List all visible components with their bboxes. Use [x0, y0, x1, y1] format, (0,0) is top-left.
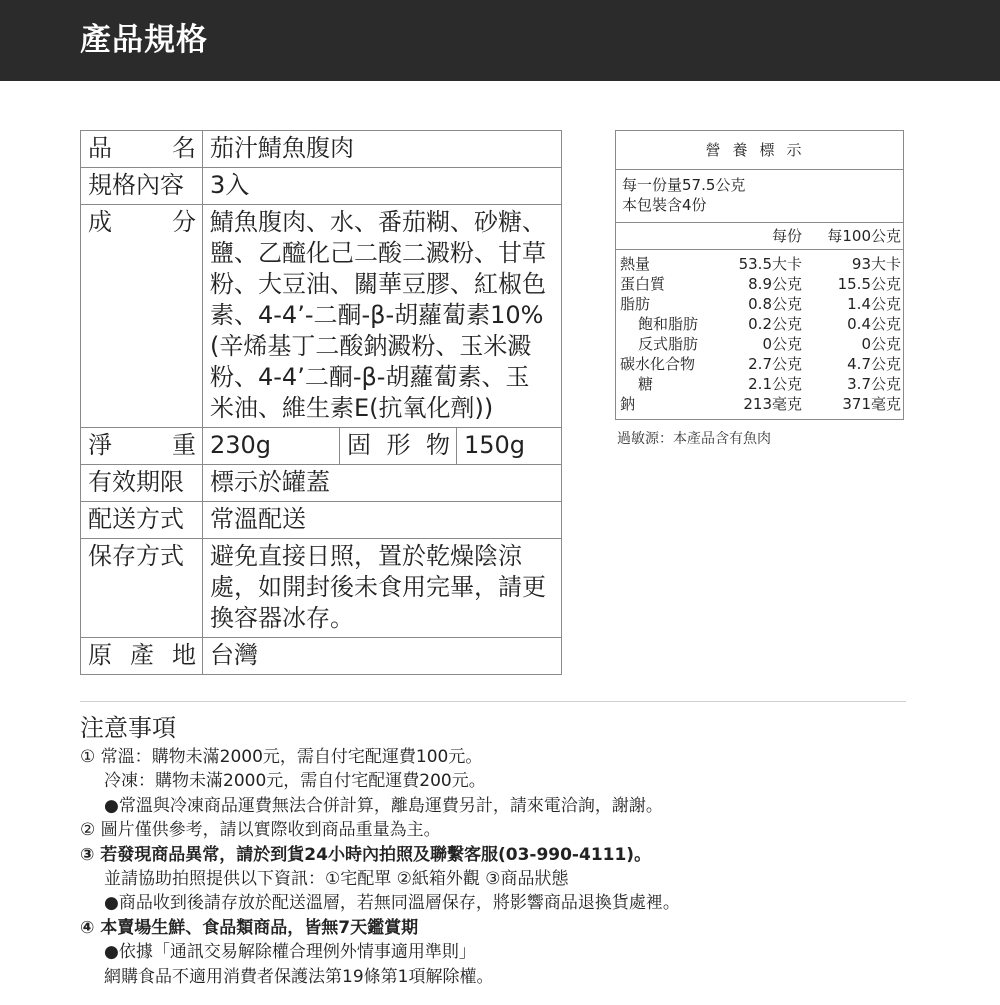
spec-row-origin	[81, 638, 562, 675]
spec-row-storage	[81, 539, 562, 638]
nutrient-per-100g: 15.5公克	[837, 275, 901, 293]
nutrition-title: 營養標示	[616, 131, 903, 170]
note-line: ③ 若發現商品異常，請於到貨24小時內拍照及聯繫客服(03-990-4111)。	[80, 844, 652, 865]
spec-row-expiry	[81, 465, 562, 502]
page-title: 產品規格	[80, 22, 208, 58]
nutrient-per-serving: 53.5大卡	[738, 255, 802, 273]
label-char: 淨	[88, 431, 112, 459]
spec-origin-value: 台灣	[203, 638, 562, 675]
nutrition-column-header	[616, 223, 903, 250]
serving-size: 每一份量57.5公克	[622, 176, 746, 194]
note-line: ●商品收到後請存放於配送溫層，若無同溫層保存，將影響商品退換貨處裡。	[104, 893, 680, 914]
spec-shipping-value: 常溫配送	[203, 502, 562, 539]
nutrition-panel	[615, 130, 904, 420]
label-char: 物	[426, 431, 450, 459]
nutrient-per-serving: 2.7公克	[748, 355, 802, 373]
nutrient-name: 熱量	[620, 255, 651, 273]
nutrient-per-100g: 3.7公克	[847, 375, 901, 393]
note-line: 網購食品不適用消費者保護法第19條第1項解除權。	[104, 966, 494, 987]
nutrition-serving	[616, 170, 903, 223]
label-char: 形	[386, 431, 411, 459]
spec-expiry-label: 有效期限	[81, 465, 203, 502]
header-bar	[0, 0, 1000, 81]
label-char: 原	[88, 641, 112, 669]
spec-storage-value: 避免直接日照，置於乾燥陰涼處，如開封後未食用完畢，請更換容器冰存。	[203, 539, 562, 638]
nutrition-row	[616, 394, 903, 414]
nutrition-rows	[616, 250, 903, 414]
nutrient-name: 糖	[638, 375, 654, 393]
note-line: ●依據「通訊交易解除權合理例外情事適用準則」	[104, 942, 476, 963]
spread-label	[88, 640, 196, 671]
nutrition-row	[616, 254, 903, 274]
spec-net-weight-label	[81, 428, 203, 465]
spec-row-shipping	[81, 502, 562, 539]
spec-solids-value: 150g	[457, 428, 562, 465]
label-char: 分	[172, 208, 196, 236]
nutrient-per-serving: 0.2公克	[748, 315, 802, 333]
nutrient-per-serving: 213毫克	[743, 395, 802, 413]
spread-label	[88, 430, 196, 461]
spread-label	[88, 207, 196, 238]
nutrient-per-100g: 4.7公克	[847, 355, 901, 373]
nutrition-row	[616, 374, 903, 394]
spec-spec-value: 3入	[203, 168, 562, 205]
label-char: 固	[347, 431, 371, 459]
spec-row-name	[81, 131, 562, 168]
nutrient-per-serving: 2.1公克	[748, 375, 802, 393]
spec-solids-label	[340, 428, 457, 465]
spec-ingredients-value: 鯖魚腹肉、水、番茄糊、砂糖、鹽、乙醯化己二酸二澱粉、甘草粉、大豆油、關華豆膠、紅椒色素、4-4’-二酮-β-胡蘿蔔素10%(辛烯基丁二酸鈉澱粉、玉米澱粉、4-4’二酮-β-胡蘿蔔素、玉米油、維生素E(抗氧化劑))	[203, 205, 562, 428]
spec-ingredients-label	[81, 205, 203, 428]
spec-name-label	[81, 131, 203, 168]
notes-title: 注意事項	[80, 714, 176, 742]
nutrient-name: 碳水化合物	[620, 355, 696, 373]
nutrient-per-100g: 1.4公克	[847, 295, 901, 313]
nutrient-per-100g: 0.4公克	[847, 315, 901, 333]
spec-row-ingredients	[81, 205, 562, 428]
notes-list	[80, 745, 980, 989]
nutrient-name: 鈉	[620, 395, 636, 413]
spec-row-spec	[81, 168, 562, 205]
nutrient-name: 反式脂肪	[638, 335, 699, 353]
spread-label	[88, 133, 196, 164]
nutrient-name: 飽和脂肪	[638, 315, 699, 333]
spec-storage-label: 保存方式	[81, 539, 203, 638]
servings-per-package: 本包裝含4份	[622, 196, 707, 214]
nutrition-row	[616, 314, 903, 334]
note-line: ●常溫與冷凍商品運費無法合併計算，離島運費另計，請來電洽詢，謝謝。	[104, 795, 663, 816]
nutrition-col-per-100g: 每100公克	[827, 227, 901, 245]
nutrient-name: 脂肪	[620, 295, 651, 313]
spec-table	[80, 130, 562, 675]
label-char: 地	[172, 641, 196, 669]
spec-net-weight-value: 230g	[203, 428, 340, 465]
spread-label	[347, 430, 450, 461]
nutrient-name: 蛋白質	[620, 275, 666, 293]
section-divider	[80, 701, 906, 702]
note-line: 並請協助拍照提供以下資訊：①宅配單 ②紙箱外觀 ③商品狀態	[104, 869, 569, 890]
spec-row-weight	[81, 428, 562, 465]
nutrient-per-100g: 371毫克	[842, 395, 901, 413]
spec-expiry-value: 標示於罐蓋	[203, 465, 562, 502]
allergen-note: 過敏源：本產品含有魚肉	[617, 431, 771, 447]
nutrient-per-serving: 8.9公克	[748, 275, 802, 293]
label-char: 品	[88, 134, 112, 162]
label-char: 重	[172, 431, 196, 459]
nutrient-per-100g: 0公克	[861, 335, 901, 353]
nutrition-col-per-serving: 每份	[771, 227, 802, 245]
nutrient-per-serving: 0.8公克	[748, 295, 802, 313]
nutrient-per-100g: 93大卡	[851, 255, 901, 273]
nutrition-row	[616, 294, 903, 314]
label-char: 產	[130, 641, 154, 669]
nutrition-row	[616, 354, 903, 374]
note-line: ④ 本賣場生鮮、食品類商品，皆無7天鑑賞期	[80, 917, 419, 938]
note-line: 冷凍：購物未滿2000元，需自付宅配運費200元。	[104, 771, 486, 792]
spec-origin-label	[81, 638, 203, 675]
nutrient-per-serving: 0公克	[762, 335, 802, 353]
note-line: ① 常溫：購物未滿2000元，需自付宅配運費100元。	[80, 747, 483, 767]
spec-spec-label: 規格內容	[81, 168, 203, 205]
note-line: ② 圖片僅供參考，請以實際收到商品重量為主。	[80, 820, 441, 841]
label-char: 成	[88, 208, 112, 236]
nutrition-row	[616, 274, 903, 294]
spec-name-value: 茄汁鯖魚腹肉	[203, 131, 562, 168]
spec-shipping-label: 配送方式	[81, 502, 203, 539]
label-char: 名	[172, 134, 196, 162]
nutrition-row	[616, 334, 903, 354]
